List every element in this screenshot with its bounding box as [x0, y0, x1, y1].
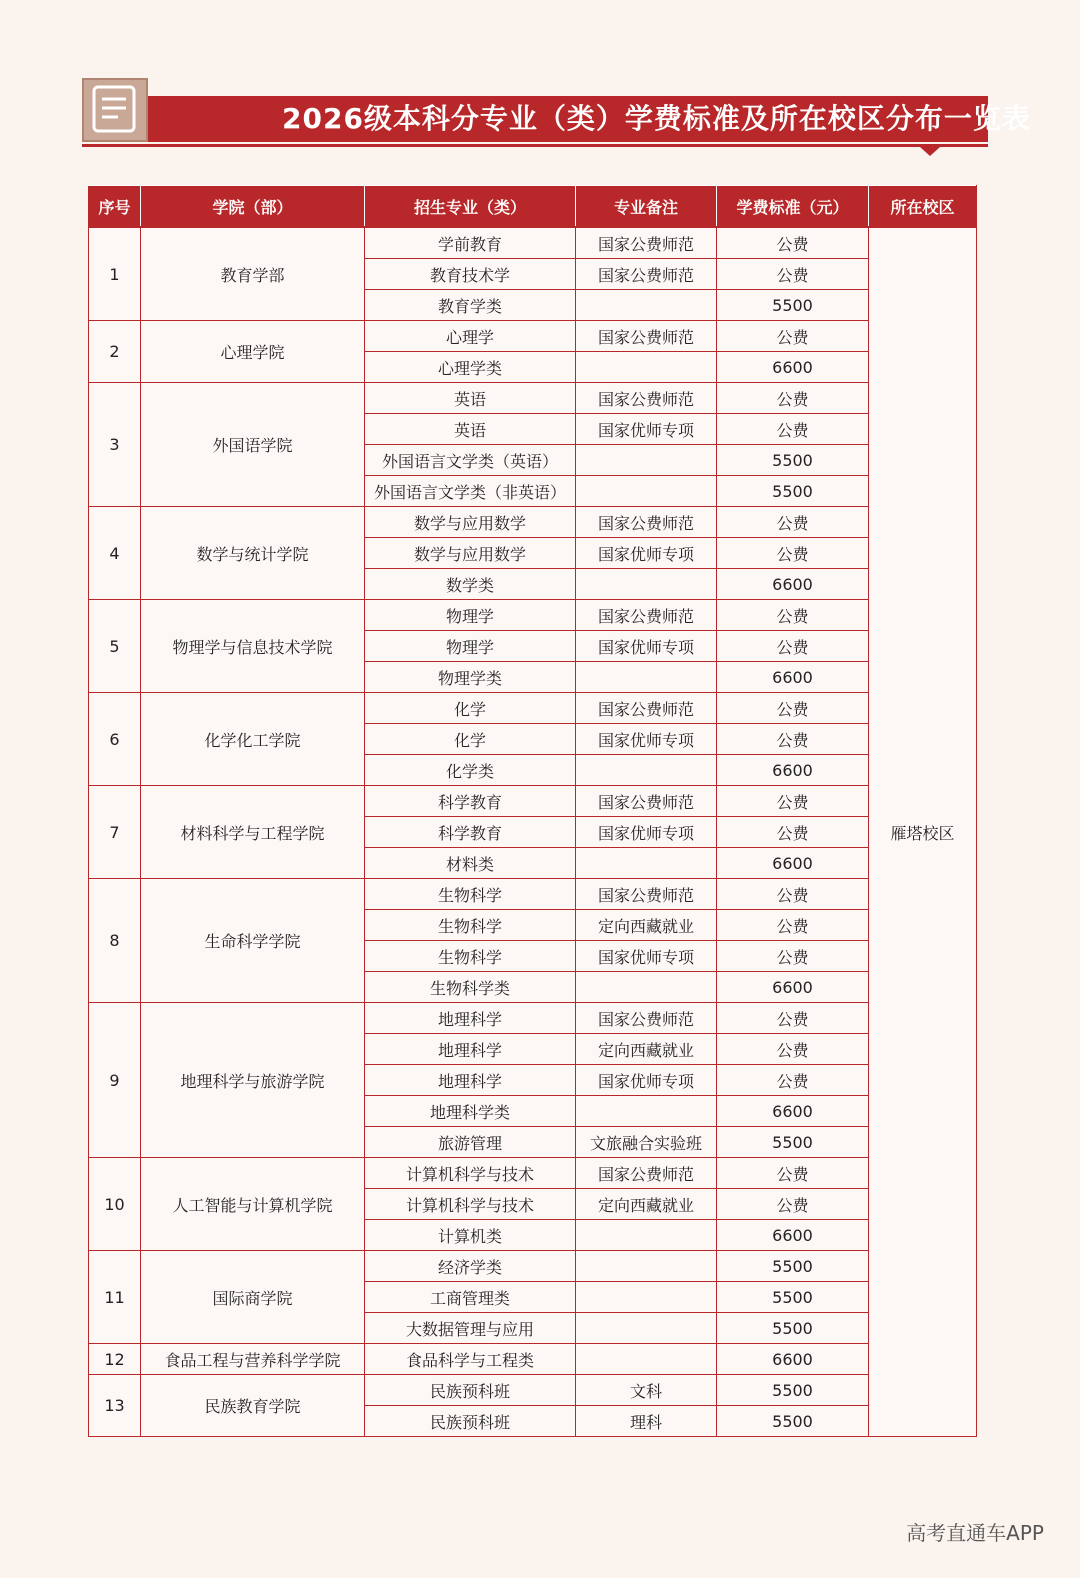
cell-fee: 5500 [717, 1282, 869, 1313]
cell-major: 外国语言文学类（英语） [365, 445, 576, 476]
table-row [89, 321, 977, 352]
cell-major: 英语 [365, 383, 576, 414]
cell-fee: 公费 [717, 941, 869, 972]
table-row [89, 227, 977, 259]
college-no: 4 [89, 507, 141, 600]
cell-fee: 公费 [717, 817, 869, 848]
cell-major: 计算机类 [365, 1220, 576, 1251]
table-row [89, 693, 977, 724]
table-row [89, 786, 977, 817]
cell-fee: 公费 [717, 1003, 869, 1034]
cell-note [576, 1220, 717, 1251]
cell-fee: 6600 [717, 352, 869, 383]
table-row [89, 507, 977, 538]
cell-fee: 6600 [717, 1220, 869, 1251]
cell-note: 国家公费师范 [576, 1158, 717, 1189]
table-row [89, 1158, 977, 1189]
cell-note: 国家优师专项 [576, 817, 717, 848]
cell-note [576, 662, 717, 693]
cell-fee: 公费 [717, 507, 869, 538]
table-row [89, 383, 977, 414]
college-name: 教育学部 [141, 227, 365, 321]
cell-major: 科学教育 [365, 817, 576, 848]
cell-fee: 5500 [717, 476, 869, 507]
college-name: 化学化工学院 [141, 693, 365, 786]
college-no: 5 [89, 600, 141, 693]
cell-fee: 6600 [717, 662, 869, 693]
cell-note: 国家公费师范 [576, 383, 717, 414]
cell-major: 计算机科学与技术 [365, 1189, 576, 1220]
cell-note [576, 476, 717, 507]
page-title: 2026级本科分专业（类）学费标准及所在校区分布一览表 [282, 102, 1031, 135]
cell-major: 科学教育 [365, 786, 576, 817]
cell-note: 定向西藏就业 [576, 910, 717, 941]
cell-note [576, 569, 717, 600]
cell-major: 化学 [365, 693, 576, 724]
cell-note: 国家公费师范 [576, 879, 717, 910]
cell-note: 国家公费师范 [576, 1003, 717, 1034]
cell-major: 数学与应用数学 [365, 538, 576, 569]
cell-note: 国家优师专项 [576, 538, 717, 569]
header-college: 学院（部） [141, 186, 365, 228]
cell-major: 旅游管理 [365, 1127, 576, 1158]
cell-major: 生物科学 [365, 910, 576, 941]
college-name: 数学与统计学院 [141, 507, 365, 600]
cell-fee: 5500 [717, 1127, 869, 1158]
cell-fee: 5500 [717, 1375, 869, 1406]
cell-fee: 6600 [717, 1096, 869, 1127]
college-name: 地理科学与旅游学院 [141, 1003, 365, 1158]
cell-note: 国家公费师范 [576, 259, 717, 290]
college-no: 2 [89, 321, 141, 383]
cell-fee: 公费 [717, 383, 869, 414]
college-no: 13 [89, 1375, 141, 1437]
cell-fee: 公费 [717, 1189, 869, 1220]
cell-major: 心理学 [365, 321, 576, 352]
cell-major: 教育学类 [365, 290, 576, 321]
cell-fee: 5500 [717, 1251, 869, 1282]
cell-note [576, 1313, 717, 1344]
cell-major: 地理科学 [365, 1003, 576, 1034]
table-row [89, 1251, 977, 1282]
cell-fee: 6600 [717, 569, 869, 600]
college-name: 民族教育学院 [141, 1375, 365, 1437]
cell-major: 地理科学类 [365, 1096, 576, 1127]
cell-note: 定向西藏就业 [576, 1034, 717, 1065]
cell-fee: 公费 [717, 693, 869, 724]
cell-note: 国家公费师范 [576, 507, 717, 538]
cell-note: 国家公费师范 [576, 786, 717, 817]
cell-note [576, 445, 717, 476]
cell-fee: 公费 [717, 538, 869, 569]
table-header-row [89, 186, 977, 228]
cell-major: 材料类 [365, 848, 576, 879]
cell-note: 文旅融合实验班 [576, 1127, 717, 1158]
cell-major: 心理学类 [365, 352, 576, 383]
header-no: 序号 [89, 186, 141, 228]
cell-note: 国家优师专项 [576, 631, 717, 662]
cell-fee: 公费 [717, 227, 869, 259]
college-name: 食品工程与营养科学学院 [141, 1344, 365, 1375]
cell-note: 国家优师专项 [576, 414, 717, 445]
college-no: 6 [89, 693, 141, 786]
cell-fee: 公费 [717, 879, 869, 910]
college-name: 材料科学与工程学院 [141, 786, 365, 879]
cell-note: 国家公费师范 [576, 693, 717, 724]
cell-fee: 5500 [717, 1406, 869, 1437]
college-no: 8 [89, 879, 141, 1003]
cell-note: 定向西藏就业 [576, 1189, 717, 1220]
tuition-table [88, 185, 977, 1437]
cell-major: 地理科学 [365, 1065, 576, 1096]
cell-fee: 公费 [717, 600, 869, 631]
table-row [89, 1375, 977, 1406]
cell-major: 数学与应用数学 [365, 507, 576, 538]
cell-major: 大数据管理与应用 [365, 1313, 576, 1344]
cell-major: 英语 [365, 414, 576, 445]
college-name: 心理学院 [141, 321, 365, 383]
cell-fee: 公费 [717, 631, 869, 662]
cell-fee: 5500 [717, 290, 869, 321]
cell-fee: 6600 [717, 1344, 869, 1375]
college-name: 外国语学院 [141, 383, 365, 507]
cell-fee: 公费 [717, 724, 869, 755]
cell-note [576, 1344, 717, 1375]
cell-fee: 5500 [717, 1313, 869, 1344]
title-bar [144, 96, 1031, 142]
college-no: 3 [89, 383, 141, 507]
college-no: 1 [89, 227, 141, 321]
cell-note [576, 1251, 717, 1282]
cell-major: 民族预科班 [365, 1375, 576, 1406]
cell-note: 国家公费师范 [576, 321, 717, 352]
cell-note [576, 1096, 717, 1127]
header-major: 招生专业（类） [365, 186, 576, 228]
cell-major: 经济学类 [365, 1251, 576, 1282]
cell-note: 理科 [576, 1406, 717, 1437]
cell-major: 生物科学 [365, 879, 576, 910]
cell-note [576, 848, 717, 879]
cell-major: 化学 [365, 724, 576, 755]
table-row [89, 600, 977, 631]
cell-note [576, 755, 717, 786]
title-pointer [920, 147, 940, 156]
cell-fee: 公费 [717, 259, 869, 290]
header-note: 专业备注 [576, 186, 717, 228]
document-icon [82, 78, 148, 142]
cell-fee: 公费 [717, 786, 869, 817]
cell-major: 食品科学与工程类 [365, 1344, 576, 1375]
table-body [89, 227, 977, 1437]
cell-fee: 6600 [717, 848, 869, 879]
cell-note: 国家优师专项 [576, 941, 717, 972]
cell-fee: 公费 [717, 321, 869, 352]
college-no: 11 [89, 1251, 141, 1344]
cell-note [576, 972, 717, 1003]
header-campus: 所在校区 [869, 186, 977, 228]
cell-major: 物理学 [365, 600, 576, 631]
cell-fee: 公费 [717, 910, 869, 941]
cell-fee: 公费 [717, 414, 869, 445]
cell-major: 学前教育 [365, 227, 576, 259]
cell-major: 生物科学 [365, 941, 576, 972]
college-no: 10 [89, 1158, 141, 1251]
cell-note [576, 352, 717, 383]
cell-note [576, 1282, 717, 1313]
college-name: 人工智能与计算机学院 [141, 1158, 365, 1251]
college-name: 国际商学院 [141, 1251, 365, 1344]
cell-note [576, 290, 717, 321]
cell-note: 文科 [576, 1375, 717, 1406]
table-row [89, 1003, 977, 1034]
college-no: 12 [89, 1344, 141, 1375]
college-name: 物理学与信息技术学院 [141, 600, 365, 693]
cell-major: 计算机科学与技术 [365, 1158, 576, 1189]
cell-note: 国家优师专项 [576, 1065, 717, 1096]
college-no: 7 [89, 786, 141, 879]
cell-fee: 公费 [717, 1065, 869, 1096]
table-row [89, 879, 977, 910]
cell-fee: 5500 [717, 445, 869, 476]
cell-major: 物理学 [365, 631, 576, 662]
header-fee: 学费标准（元） [717, 186, 869, 228]
cell-note: 国家公费师范 [576, 227, 717, 259]
college-no: 9 [89, 1003, 141, 1158]
cell-major: 地理科学 [365, 1034, 576, 1065]
cell-major: 物理学类 [365, 662, 576, 693]
cell-major: 生物科学类 [365, 972, 576, 1003]
cell-major: 民族预科班 [365, 1406, 576, 1437]
cell-fee: 6600 [717, 755, 869, 786]
cell-major: 数学类 [365, 569, 576, 600]
college-name: 生命科学学院 [141, 879, 365, 1003]
cell-fee: 公费 [717, 1158, 869, 1189]
cell-note: 国家优师专项 [576, 724, 717, 755]
title-underline [82, 144, 988, 147]
title-banner [82, 78, 1031, 158]
cell-major: 外国语言文学类（非英语） [365, 476, 576, 507]
cell-major: 化学类 [365, 755, 576, 786]
cell-fee: 6600 [717, 972, 869, 1003]
cell-note: 国家公费师范 [576, 600, 717, 631]
campus-cell: 雁塔校区 [869, 227, 977, 1437]
cell-major: 工商管理类 [365, 1282, 576, 1313]
cell-major: 教育技术学 [365, 259, 576, 290]
watermark: 高考直通车APP [906, 1521, 1044, 1545]
cell-fee: 公费 [717, 1034, 869, 1065]
table-row [89, 1344, 977, 1375]
